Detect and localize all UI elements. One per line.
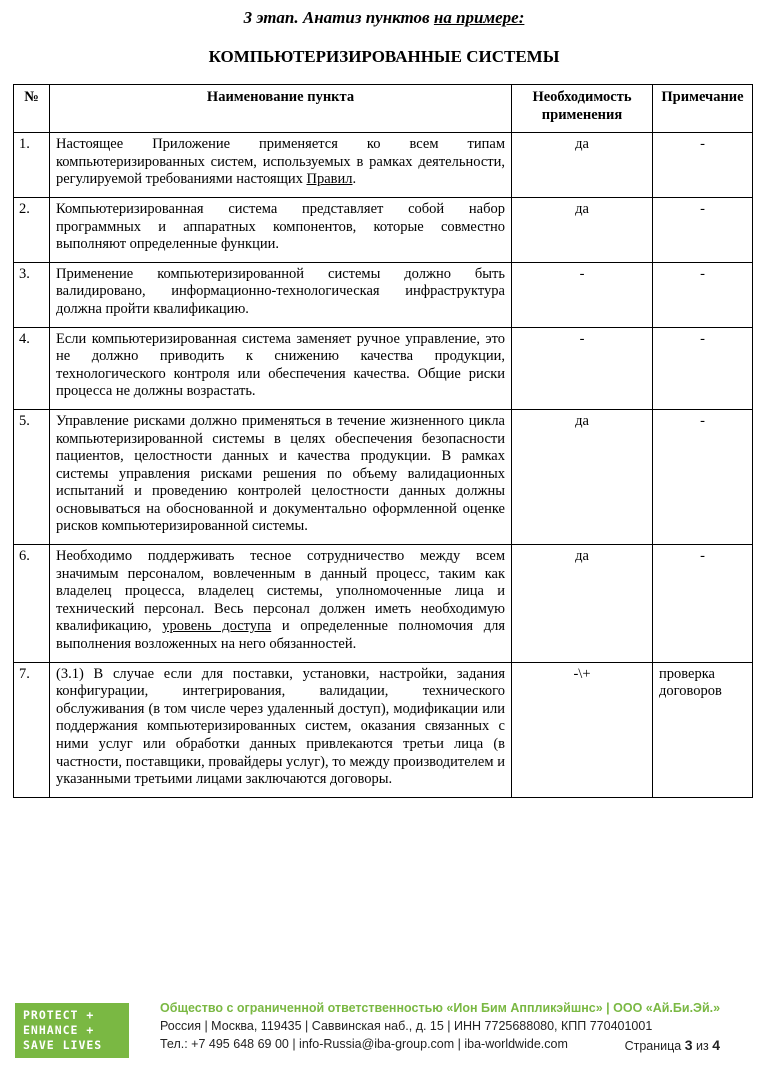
row-number: 7. xyxy=(14,662,50,797)
row-number: 2. xyxy=(14,197,50,262)
page-of: из xyxy=(692,1039,713,1053)
table-row xyxy=(14,197,753,262)
row-number: 6. xyxy=(14,545,50,663)
page-number xyxy=(625,1037,720,1053)
access-level-link[interactable]: уровень доступа xyxy=(162,618,272,635)
row-description: Управление рисками должно применяться в течение жизненного цикла компьютеризированной системы в целях обеспечения безопасности пациентов, целостности данных и качества продукции. В рамках системы управления рисками решения по объему валидационных испытаний и проведению контролей целостности данных должны основываться на обоснованной и документально оформленной оценке рисков компьютеризированной системы. xyxy=(50,409,512,544)
title-underlined-text: на примере: xyxy=(433,8,525,27)
company-contacts: Тел.: +7 495 648 69 00 | info-Russia@iba-group.com | iba-worldwide.com xyxy=(160,1037,568,1051)
requirements-table xyxy=(13,84,753,798)
row-necessity: да xyxy=(512,197,653,262)
table-row xyxy=(14,662,753,797)
row-note: - xyxy=(653,197,753,262)
row-number: 3. xyxy=(14,262,50,327)
table-row xyxy=(14,262,753,327)
document-subtitle: КОМПЬЮТЕРИЗИРОВАННЫЕ СИСТЕМЫ xyxy=(208,47,560,66)
company-name: Общество с ограниченной ответственностью «Ион Бим Аппликэйшнс» | ООО «Ай.Би.Эй.» xyxy=(160,1001,721,1015)
row-number: 4. xyxy=(14,327,50,409)
rules-link[interactable]: Правил xyxy=(306,171,353,188)
row-description-text: Необходимо поддерживать тесное сотрудничество между всем значимым персоналом, вовлеченным в данный процесс, таким как владелец процесса, владелец системы, уполномоченные лица и технический персонал. Весь персонал должен иметь необходимую квалификацию, xyxy=(56,548,505,635)
column-header-note: Примечание xyxy=(653,85,753,133)
row-necessity: -\+ xyxy=(512,662,653,797)
row-description xyxy=(50,545,512,663)
row-description-text-end: . xyxy=(352,171,357,188)
row-note: - xyxy=(653,409,753,544)
row-description: Если компьютеризированная система заменяет ручное управление, это не должно приводить к снижению качества продукции, технологического контроля или обеспечения качества. Общие риски процесса не должны возрастать. xyxy=(50,327,512,409)
row-necessity: - xyxy=(512,327,653,409)
table-row xyxy=(14,133,753,198)
row-description: (3.1) В случае если для поставки, установки, настройки, задания конфигурации, интегрирования, валидации, технического обслуживания (в том числе через удаленный доступ), модификации или поддержания компьютеризированных систем, оказания связанных с ними услуг или обработки данных привлекаются третьи лица (в частности, поставщики, провайдеры услуг), то между производителем и указанными третьими лицами заключаются договоры. xyxy=(50,662,512,797)
row-description: Применение компьютеризированной системы должно быть валидировано, информационно-технологическая инфраструктура должна пройти квалификацию. xyxy=(50,262,512,327)
row-necessity: да xyxy=(512,409,653,544)
column-header-item-name: Наименование пункта xyxy=(50,85,512,133)
column-header-number: № xyxy=(14,85,50,133)
row-number: 1. xyxy=(14,133,50,198)
page-footer xyxy=(0,995,768,1077)
row-description-text: Настоящее Приложение применяется ко всем типам компьютеризированных систем, используемых в рамках деятельности, регулируемой требованиями настоящих xyxy=(56,136,505,188)
row-necessity: да xyxy=(512,133,653,198)
row-number: 5. xyxy=(14,409,50,544)
page-total: 4 xyxy=(712,1037,720,1053)
table-row xyxy=(14,327,753,409)
row-necessity: да xyxy=(512,545,653,663)
row-necessity: - xyxy=(512,262,653,327)
row-note: проверка договоров xyxy=(653,662,753,797)
row-note: - xyxy=(653,545,753,663)
title-text: 3 этап. Анатиз пунктов xyxy=(243,8,434,27)
row-description-text-end: и определенные полномочия для выполнения возложенных на него обязанностей. xyxy=(56,618,505,653)
row-note: - xyxy=(653,133,753,198)
column-header-necessity: Необходимость применения xyxy=(512,85,653,133)
table-row xyxy=(14,409,753,544)
page-label: Страница xyxy=(624,1039,685,1053)
document-title xyxy=(0,8,768,28)
protect-enhance-logo: PROTECT + ENHANCE + SAVE LIVES xyxy=(15,1003,129,1058)
table-header-row xyxy=(14,85,753,133)
company-address: Россия | Москва, 119435 | Саввинская наб., д. 15 | ИНН 7725688080, КПП 770401001 xyxy=(160,1019,653,1033)
table-row xyxy=(14,545,753,663)
row-note: - xyxy=(653,262,753,327)
row-note: - xyxy=(653,327,753,409)
page-current: 3 xyxy=(684,1037,693,1053)
row-description: Компьютеризированная система представляет собой набор программных и аппаратных компонентов, которые совместно выполняют определенные функции. xyxy=(50,197,512,262)
row-description xyxy=(50,133,512,198)
